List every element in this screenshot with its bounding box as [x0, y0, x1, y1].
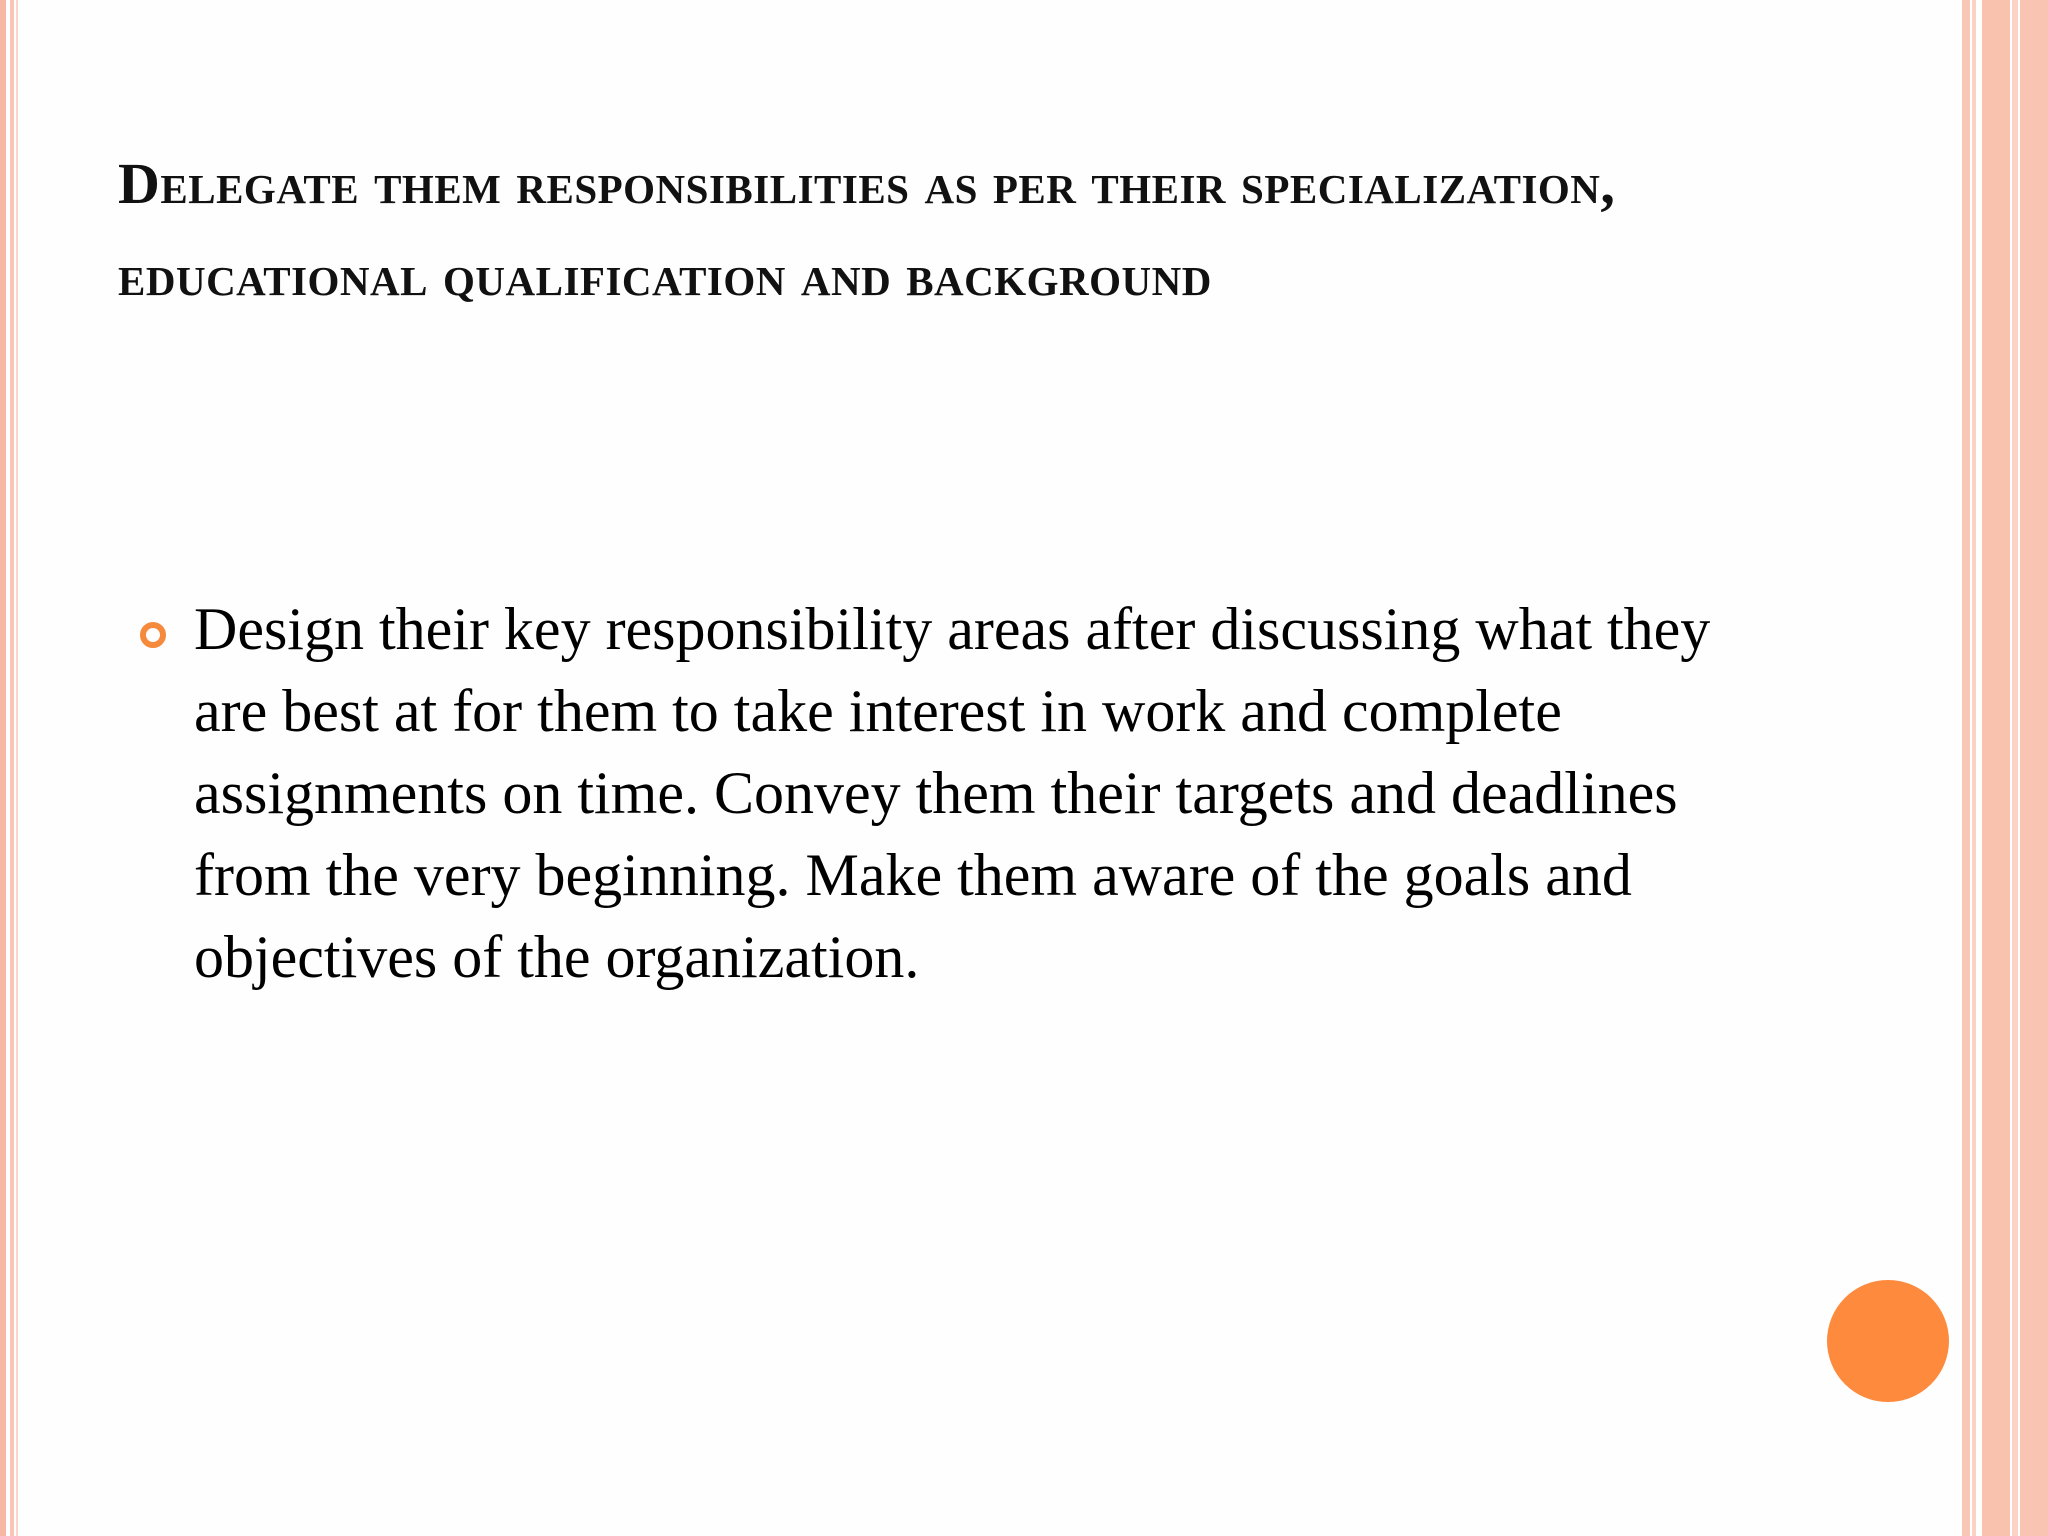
orange-circle-icon: [1827, 1280, 1949, 1402]
ring-bullet-icon: [140, 622, 166, 648]
right-border-stripe: [2020, 0, 2048, 1536]
right-border-stripe: [1962, 0, 1970, 1536]
bullet-item: [132, 588, 1712, 998]
left-border-stripe: [0, 0, 6, 1536]
right-border-stripe: [1972, 0, 1976, 1536]
left-border-stripe: [16, 0, 18, 1536]
left-border-stripe: [10, 0, 14, 1536]
right-border-stripe: [2012, 0, 2018, 1536]
right-border-stripe: [1982, 0, 2010, 1536]
bullet-text: Design their key responsibility areas after discussing what they are best at for them to take interest in work and complete assignments on time. Convey them their targets and deadlines from the very beginning. Make them aware of the goals and objectives of the organization.: [194, 596, 1711, 990]
bullet-list: [132, 588, 1712, 998]
slide-title: Delegate them responsibilities as per their specialization, educational qualification and background: [118, 151, 1616, 308]
